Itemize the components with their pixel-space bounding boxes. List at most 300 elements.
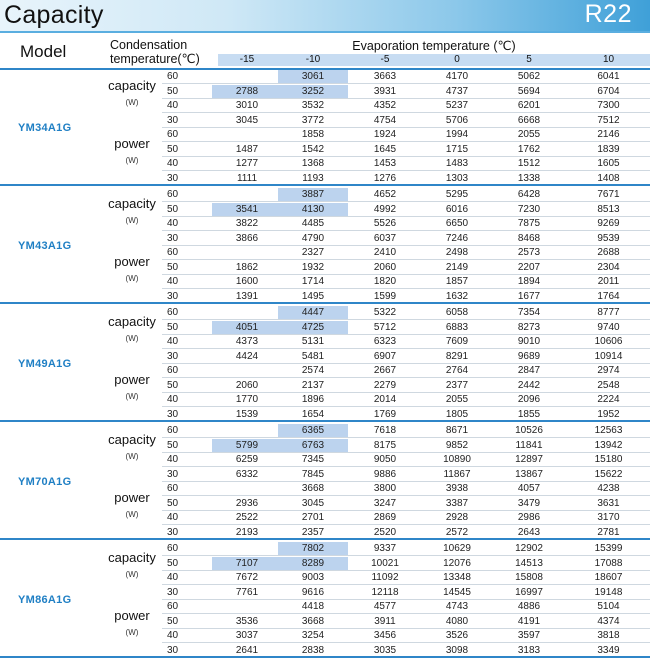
condensation-temp-cell: 60 (167, 543, 179, 554)
condensation-temp-cell: 30 (167, 172, 179, 184)
capacity-value-cell: 4725 (278, 321, 348, 335)
capacity-value-cell: 9886 (373, 468, 397, 480)
capacity-value-cell: 4424 (235, 350, 259, 362)
model-divider (0, 184, 650, 186)
power-value-cell: 1932 (301, 261, 325, 273)
power-value-cell: 4743 (445, 601, 469, 612)
capacity-unit: (W) (125, 452, 139, 461)
table-row (162, 275, 650, 289)
capacity-value-cell: 4051 (212, 321, 282, 335)
capacity-value-cell (212, 188, 282, 202)
power-value-cell: 3526 (445, 630, 469, 641)
power-value-cell: 2574 (301, 365, 325, 376)
power-value-cell: 3668 (301, 615, 325, 627)
refrigerant-badge: R22 (584, 0, 632, 28)
condensation-temp-cell: 40 (167, 394, 179, 405)
capacity-value-cell: 7618 (373, 425, 397, 436)
power-value-cell: 3254 (301, 630, 325, 641)
power-value-cell: 2667 (373, 365, 397, 376)
capacity-value-cell: 8671 (445, 425, 469, 436)
capacity-value-cell: 12076 (443, 557, 471, 569)
power-value-cell: 3037 (235, 630, 259, 641)
power-value-cell: 3536 (235, 615, 259, 627)
capacity-value-cell: 7107 (212, 557, 282, 571)
power-value-cell: 2011 (597, 276, 620, 287)
capacity-value-cell: 8291 (445, 350, 469, 362)
capacity-value-cell: 5295 (445, 189, 469, 200)
power-value-cell: 2838 (301, 644, 325, 656)
capacity-value-cell: 12563 (594, 425, 623, 436)
condensation-temp-cell: 50 (167, 321, 179, 333)
power-value-cell: 2847 (517, 365, 541, 376)
capacity-value-cell: 7354 (517, 307, 541, 318)
capacity-value-cell: 7672 (235, 572, 259, 583)
capacity-value-cell: 11092 (371, 572, 399, 583)
table-header (0, 35, 650, 68)
capacity-value-cell: 11867 (443, 468, 471, 480)
power-value-cell: 1805 (445, 408, 469, 420)
capacity-value-cell: 3663 (373, 71, 397, 82)
power-value-cell: 2060 (373, 261, 397, 273)
capacity-label: capacity (108, 78, 156, 93)
table-row (162, 203, 650, 217)
title-banner (0, 0, 650, 33)
capacity-value-cell: 7761 (235, 586, 259, 598)
table-row (162, 439, 650, 453)
power-value-cell: 4577 (373, 601, 397, 612)
capacity-value-cell: 9269 (597, 218, 620, 229)
power-value-cell: 5104 (597, 601, 620, 612)
power-value-cell: 3597 (517, 630, 541, 641)
capacity-value-cell: 4992 (373, 203, 397, 215)
power-value-cell: 2279 (373, 379, 397, 391)
power-value-cell: 1770 (235, 394, 259, 405)
condensation-temp-cell: 40 (167, 336, 179, 347)
table-row (162, 468, 650, 482)
power-value-cell: 1276 (373, 172, 397, 184)
capacity-value-cell: 13867 (515, 468, 543, 480)
capacity-value-cell: 5322 (373, 307, 397, 318)
model-name: YM86A1G (18, 594, 72, 606)
power-value-cell: 3098 (445, 644, 469, 656)
capacity-value-cell: 15808 (515, 572, 543, 583)
capacity-value-cell: 6323 (373, 336, 397, 347)
capacity-value-cell: 8777 (597, 307, 620, 318)
condensation-temp-cell: 30 (167, 350, 179, 362)
table-row (162, 85, 650, 99)
capacity-value-cell: 7246 (445, 232, 469, 244)
capacity-value-cell: 6883 (445, 321, 469, 333)
capacity-value-cell: 10914 (594, 350, 623, 362)
capacity-value-cell: 7671 (597, 189, 620, 200)
table-row (162, 246, 650, 260)
power-value-cell: 1391 (235, 290, 259, 302)
condensation-temp-cell: 50 (167, 261, 179, 273)
power-label: power (114, 608, 150, 623)
condensation-temp-cell: 60 (167, 189, 179, 200)
power-value-cell: 2193 (235, 526, 259, 538)
capacity-value-cell: 3931 (373, 85, 397, 97)
power-value-cell: 2096 (517, 394, 541, 405)
table-row (162, 542, 650, 556)
model-block (0, 188, 650, 304)
capacity-value-cell: 4652 (373, 189, 397, 200)
power-value-cell: 1952 (597, 408, 620, 420)
power-label: power (114, 254, 150, 269)
capacity-value-cell: 7512 (597, 114, 620, 126)
power-value-cell: 1820 (373, 276, 397, 287)
condensation-temp-cell: 50 (167, 439, 179, 451)
power-value-cell: 2377 (445, 379, 469, 391)
power-value-cell: 2146 (597, 129, 620, 140)
capacity-value-cell: 15399 (594, 543, 623, 554)
capacity-value-cell: 10606 (594, 336, 623, 347)
capacity-value-cell: 9689 (517, 350, 541, 362)
power-value-cell: 1600 (235, 276, 259, 287)
condensation-temp-cell: 60 (167, 365, 179, 376)
capacity-value-cell: 5481 (301, 350, 325, 362)
power-value-cell: 2643 (517, 526, 541, 538)
power-value-cell: 3349 (597, 644, 620, 656)
power-value-cell: 1495 (301, 290, 325, 302)
power-value-cell: 1894 (517, 276, 541, 287)
condensation-temp-cell: 30 (167, 468, 179, 480)
power-value-cell: 1862 (235, 261, 259, 273)
capacity-value-cell: 9050 (373, 454, 397, 465)
capacity-value-cell: 5712 (373, 321, 397, 333)
power-value-cell: 1764 (597, 290, 620, 302)
condensation-temp-cell: 40 (167, 158, 179, 169)
power-value-cell: 1855 (517, 408, 541, 420)
capacity-value-cell: 6016 (445, 203, 469, 215)
power-value-cell: 1539 (235, 408, 259, 420)
capacity-value-cell: 8513 (597, 203, 620, 215)
power-value-cell: 2442 (517, 379, 541, 391)
power-unit: (W) (125, 628, 139, 637)
table-row (162, 157, 650, 171)
table-row (162, 364, 650, 378)
condensation-temp-cell: 40 (167, 100, 179, 111)
power-value-cell: 4080 (445, 615, 469, 627)
evap-temp-header: 10 (602, 54, 615, 65)
table-row (162, 586, 650, 600)
capacity-value-cell: 6907 (373, 350, 397, 362)
power-value-cell: 1714 (301, 276, 325, 287)
table-row (162, 70, 650, 84)
capacity-value-cell: 7230 (517, 203, 541, 215)
power-value-cell: 3170 (597, 512, 620, 523)
evap-temp-header: -5 (380, 54, 390, 65)
capacity-value-cell: 9740 (597, 321, 620, 333)
model-name: YM43A1G (18, 240, 72, 252)
power-value-cell: 2137 (301, 379, 325, 391)
capacity-value-cell: 15622 (594, 468, 623, 480)
power-value-cell: 1715 (445, 143, 469, 155)
table-row (162, 511, 650, 525)
condensation-temp-cell: 30 (167, 408, 179, 420)
capacity-value-cell: 19148 (594, 586, 623, 598)
power-value-cell: 3938 (445, 483, 469, 494)
condensation-temp-cell: 50 (167, 497, 179, 509)
capacity-value-cell: 10526 (515, 425, 543, 436)
power-value-cell: 3035 (373, 644, 397, 656)
power-value-cell: 2498 (445, 247, 469, 258)
table-row (162, 629, 650, 643)
condensation-temp-cell: 30 (167, 644, 179, 656)
power-value-cell: 1277 (235, 158, 259, 169)
capacity-value-cell: 4170 (445, 71, 469, 82)
table-row (162, 188, 650, 202)
capacity-value-cell: 4737 (445, 85, 469, 97)
power-value-cell: 1677 (517, 290, 541, 302)
capacity-value-cell: 5694 (517, 85, 541, 97)
power-value-cell: 3911 (374, 615, 396, 627)
table-row (162, 453, 650, 467)
capacity-value-cell (212, 70, 282, 84)
table-row (162, 99, 650, 113)
capacity-label: capacity (108, 550, 156, 565)
capacity-value-cell: 9616 (301, 586, 325, 598)
capacity-value-cell: 6763 (278, 439, 348, 453)
condensation-label: Condensation (110, 38, 188, 52)
capacity-value-cell: 3252 (278, 85, 348, 99)
capacity-value-cell (212, 542, 282, 556)
condensation-temp-cell: 30 (167, 290, 179, 302)
power-unit: (W) (125, 510, 139, 519)
condensation-temp-cell: 30 (167, 114, 179, 126)
power-value-cell: 2688 (597, 247, 620, 258)
power-value-cell: 1632 (445, 290, 469, 302)
banner-divider (0, 31, 650, 33)
capacity-value-cell: 9539 (597, 232, 620, 244)
table-row (162, 379, 650, 393)
table-row (162, 393, 650, 407)
power-label: power (114, 490, 150, 505)
capacity-value-cell: 7609 (445, 336, 469, 347)
capacity-value-cell: 7802 (278, 542, 348, 556)
capacity-value-cell: 3532 (301, 100, 325, 111)
capacity-value-cell: 5062 (517, 71, 541, 82)
model-name: YM49A1G (18, 358, 72, 370)
power-unit: (W) (125, 274, 139, 283)
power-value-cell: 2410 (373, 247, 397, 258)
capacity-unit: (W) (125, 570, 139, 579)
power-value-cell (212, 482, 282, 496)
capacity-value-cell: 3541 (212, 203, 282, 217)
condensation-temp-cell: 40 (167, 454, 179, 465)
condensation-temp-cell: 50 (167, 143, 179, 155)
power-value-cell (212, 600, 282, 614)
capacity-value-cell (212, 306, 282, 320)
capacity-unit: (W) (125, 98, 139, 107)
power-value-cell: 3668 (301, 483, 325, 494)
evap-temp-header: -10 (305, 54, 321, 65)
capacity-value-cell: 6650 (445, 218, 469, 229)
page-title: Capacity (4, 1, 104, 29)
capacity-value-cell: 8468 (517, 232, 541, 244)
power-value-cell: 2869 (373, 512, 397, 523)
model-divider (0, 656, 650, 658)
power-value-cell: 2781 (597, 526, 620, 538)
condensation-temp-cell: 40 (167, 218, 179, 229)
power-value-cell: 1368 (301, 158, 325, 169)
power-value-cell: 2520 (373, 526, 397, 538)
capacity-value-cell: 9337 (373, 543, 397, 554)
capacity-value-cell: 12897 (515, 454, 543, 465)
capacity-value-cell: 2788 (212, 85, 282, 99)
condensation-temp-cell: 50 (167, 557, 179, 569)
capacity-value-cell: 9010 (517, 336, 541, 347)
power-value-cell: 1512 (517, 158, 541, 169)
power-label: power (114, 372, 150, 387)
power-value-cell: 3800 (373, 483, 397, 494)
capacity-value-cell: 5799 (212, 439, 282, 453)
power-value-cell: 4886 (517, 601, 541, 612)
capacity-label: capacity (108, 432, 156, 447)
power-value-cell: 2974 (597, 365, 620, 376)
power-value-cell: 1896 (301, 394, 325, 405)
model-divider (0, 302, 650, 304)
power-value-cell: 4238 (597, 483, 620, 494)
capacity-value-cell: 7300 (597, 100, 620, 111)
power-value-cell: 1857 (445, 276, 469, 287)
table-row (162, 557, 650, 571)
capacity-value-cell: 10021 (371, 557, 399, 569)
condensation-temp-cell: 40 (167, 572, 179, 583)
capacity-value-cell: 5526 (373, 218, 397, 229)
capacity-value-cell: 6704 (597, 85, 620, 97)
capacity-value-cell: 5706 (445, 114, 469, 126)
table-row (162, 615, 650, 629)
condensation-temp-cell: 50 (167, 615, 179, 627)
power-value-cell: 1542 (301, 143, 325, 155)
power-value-cell: 1645 (373, 143, 397, 155)
power-value-cell: 2572 (445, 526, 469, 538)
capacity-value-cell: 10890 (443, 454, 471, 465)
table-row (162, 217, 650, 231)
power-value-cell: 1408 (597, 172, 620, 184)
capacity-value-cell: 6668 (517, 114, 541, 126)
power-value-cell: 1858 (301, 129, 325, 140)
capacity-value-cell: 13348 (443, 572, 471, 583)
power-value-cell: 4057 (517, 483, 541, 494)
power-value-cell: 1605 (597, 158, 620, 169)
power-value-cell: 2304 (597, 261, 620, 273)
power-value-cell: 4418 (301, 601, 325, 612)
power-value-cell: 2055 (517, 129, 541, 140)
power-label: power (114, 136, 150, 151)
capacity-value-cell: 8289 (278, 557, 348, 571)
power-value-cell: 4191 (517, 615, 541, 627)
capacity-value-cell: 4485 (301, 218, 325, 229)
power-value-cell: 3045 (301, 497, 325, 509)
power-value-cell: 3631 (597, 497, 620, 509)
capacity-value-cell: 4447 (278, 306, 348, 320)
table-row (162, 232, 650, 246)
condensation-temp-cell: 50 (167, 379, 179, 391)
table-row (162, 600, 650, 614)
capacity-value-cell: 9852 (445, 439, 469, 451)
capacity-value-cell: 4790 (301, 232, 325, 244)
capacity-value-cell: 6365 (278, 424, 348, 438)
power-value-cell: 1654 (301, 408, 325, 420)
power-value-cell: 1111 (236, 172, 258, 184)
power-value-cell: 4374 (597, 615, 620, 627)
model-block (0, 306, 650, 422)
power-value-cell: 3387 (445, 497, 469, 509)
capacity-value-cell: 3822 (235, 218, 259, 229)
power-value-cell (212, 128, 282, 142)
power-value-cell: 2014 (373, 394, 397, 405)
power-value-cell: 1453 (373, 158, 397, 169)
power-value-cell: 2357 (301, 526, 325, 538)
capacity-value-cell: 15180 (594, 454, 623, 465)
capacity-value-cell: 12118 (371, 586, 399, 598)
condensation-temp-cell: 60 (167, 247, 179, 258)
capacity-value-cell: 5237 (445, 100, 469, 111)
capacity-value-cell: 6058 (445, 307, 469, 318)
capacity-value-cell: 7345 (301, 454, 325, 465)
model-block (0, 70, 650, 186)
capacity-value-cell (212, 424, 282, 438)
condensation-temp-cell: 60 (167, 483, 179, 494)
power-value-cell: 2522 (235, 512, 259, 523)
condensation-temp-cell: 30 (167, 586, 179, 598)
power-value-cell: 2060 (235, 379, 259, 391)
power-unit: (W) (125, 156, 139, 165)
power-value-cell: 2573 (517, 247, 541, 258)
power-value-cell: 1303 (445, 172, 469, 184)
model-block (0, 542, 650, 658)
condensation-temp-cell: 40 (167, 276, 179, 287)
power-value-cell: 1762 (517, 143, 541, 155)
capacity-unit: (W) (125, 216, 139, 225)
table-row (162, 350, 650, 364)
power-value-cell: 2936 (235, 497, 259, 509)
table-row (162, 497, 650, 511)
capacity-value-cell: 6037 (373, 232, 397, 244)
capacity-value-cell: 3887 (278, 188, 348, 202)
power-value-cell: 2701 (301, 512, 325, 523)
power-value-cell: 3247 (373, 497, 397, 509)
power-value-cell: 1839 (597, 143, 620, 155)
power-value-cell: 2055 (445, 394, 469, 405)
table-row (162, 261, 650, 275)
power-value-cell: 1193 (302, 172, 324, 184)
power-value-cell: 2548 (597, 379, 620, 391)
capacity-value-cell: 6201 (517, 100, 541, 111)
capacity-value-cell: 3772 (301, 114, 325, 126)
capacity-value-cell: 17088 (594, 557, 623, 569)
power-value-cell: 2928 (445, 512, 469, 523)
power-value-cell: 3183 (517, 644, 541, 656)
capacity-value-cell: 14545 (443, 586, 471, 598)
condensation-temp-cell: 30 (167, 232, 179, 244)
capacity-value-cell: 11841 (515, 439, 543, 451)
power-value-cell: 1769 (373, 408, 397, 420)
capacity-value-cell: 6259 (235, 454, 259, 465)
model-name: YM34A1G (18, 122, 72, 134)
capacity-value-cell: 9003 (301, 572, 325, 583)
capacity-value-cell: 3866 (235, 232, 259, 244)
condensation-temp-cell: 60 (167, 71, 179, 82)
model-name: YM70A1G (18, 476, 72, 488)
capacity-value-cell: 12902 (515, 543, 543, 554)
table-row (162, 143, 650, 157)
capacity-value-cell: 10629 (443, 543, 471, 554)
table-row (162, 571, 650, 585)
capacity-unit: (W) (125, 334, 139, 343)
